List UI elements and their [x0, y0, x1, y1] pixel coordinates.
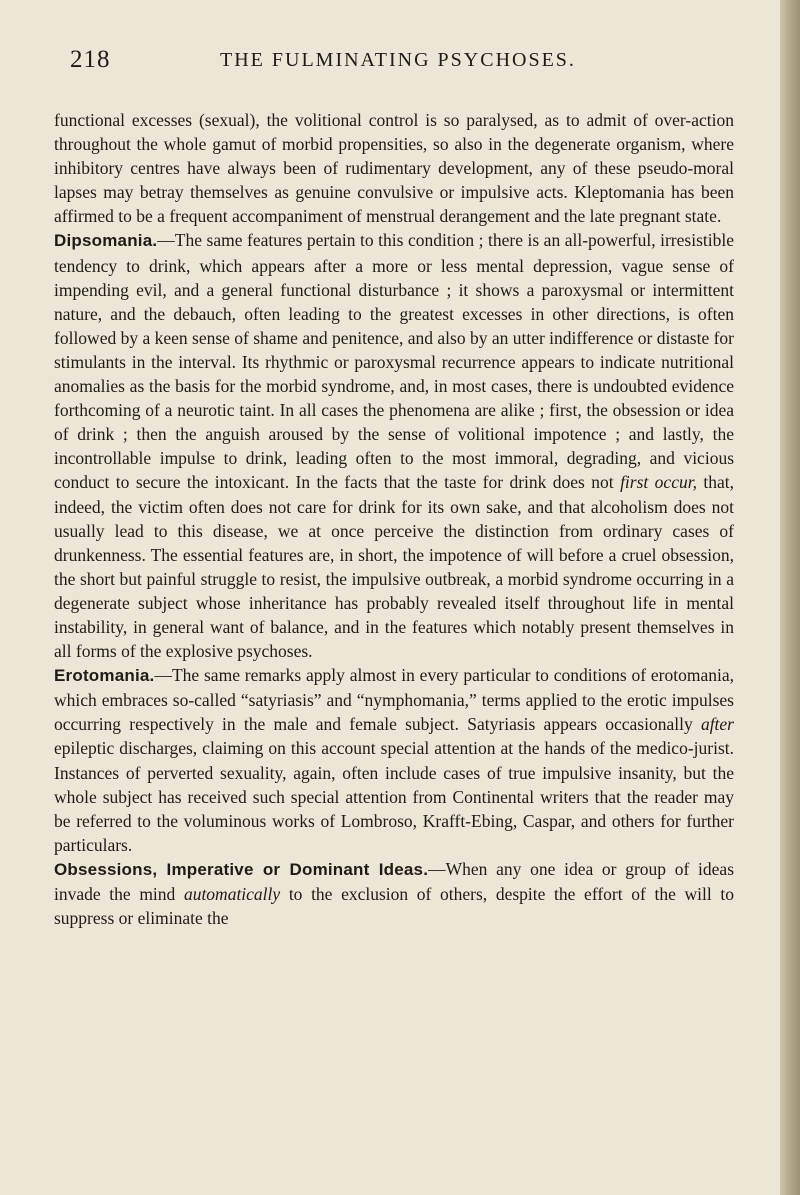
paragraph-erotomania	[54, 663, 734, 857]
running-head	[70, 46, 735, 76]
section-heading-erotomania: Erotomania.	[54, 666, 155, 686]
paragraph-erotomania-text-a: —The same remarks apply almost in every particular to conditions of erotomania, which embraces so-called “satyriasis” and “nymphomania,” terms applied to the erotic impulses occurring respectively in the male and female subject. Satyriasis appears occasionally	[54, 665, 734, 735]
emphasis-first-occur: first occur,	[620, 472, 697, 493]
paragraph-1-text: functional excesses (sexual), the volitional control is so paralysed, as to admit of over-action throughout the whole gamut of morbid propensities, so also in the degenerate organism, where inhibitory centres have always been of rudimentary development, any of these pseudo-moral lapses may betray themselves as genuine convulsive or impulsive acts. Kleptomania has been affirmed to be a frequent accompaniment of menstrual derangement and the late pregnant state.	[54, 110, 734, 227]
page-number: 218	[70, 46, 111, 73]
paragraph-dipsomania-text-a: —The same features pertain to this condition ; there is an all-powerful, irresistible tendency to drink, which appears after a more or less mental depression, vague sense of impending evil, and a general functional disturbance ; it shows a paroxysmal or intermittent nature, and the debauch, often leading to the greatest excesses in other directions, is often followed by a keen sense of shame and penitence, and also by an utter indifference or distaste for stimulants in the interval. Its rhythmic or paroxysmal recurrence appears to indicate nutritional anomalies as the basis for the morbid syndrome, and, in most cases, there is undoubted evidence forthcoming of a neurotic taint. In all cases the phenomena are alike ; first, the obsession or idea of drink ; then the anguish aroused by the sense of volitional impotence ; and lastly, the incontrollable impulse to drink, leading often to the most immoral, degrading, and vicious conduct to secure the intoxicant. In the facts that the taste for drink does not	[54, 230, 734, 493]
paragraph-obsessions	[54, 857, 734, 930]
emphasis-after: after	[700, 714, 734, 735]
paragraph-obsessions-text-b: to the exclusion of others, despite the effort of the will to suppress or eliminate the	[54, 884, 734, 929]
paragraph-1	[54, 108, 734, 228]
paragraph-erotomania-text-b: epileptic discharges, claiming on this account special attention at the hands of the medico-jurist. Instances of perverted sexuality, again, often include cases of true impulsive insanity, but the whole subject has received such special attention from Continental writers that the reader may be referred to the voluminous works of Lombroso, Krafft-Ebing, Caspar, and others for further particulars.	[54, 738, 734, 855]
section-heading-obsessions: Obsessions, Imperative or Dominant Ideas.	[54, 859, 429, 879]
paragraph-dipsomania	[54, 228, 734, 663]
paragraph-dipsomania-text-b: that, indeed, the victim often does not care for drink for its own sake, and that alcoholism does not usually lead to this disease, we at once perceive the distinction from ordinary cases of drunkenness. The essential features are, in short, the impotence of will before a cruel obsession, the short but painful struggle to resist, the impulsive outbreak, a morbid syndrome occurring in a degenerate subject whose inheritance has probably revealed itself throughout life in mental instability, in general want of balance, and in the features which notably present themselves in all forms of the explosive psychoses.	[54, 472, 734, 662]
body-text	[54, 108, 734, 930]
running-title: THE FULMINATING PSYCHOSES.	[220, 49, 576, 71]
paragraph-obsessions-text-a: —When any one idea or group of ideas invade the mind	[54, 858, 734, 904]
page-edge	[780, 0, 800, 1195]
section-heading-dipsomania: Dipsomania.	[54, 231, 158, 251]
emphasis-automatically: automatically	[183, 884, 281, 904]
